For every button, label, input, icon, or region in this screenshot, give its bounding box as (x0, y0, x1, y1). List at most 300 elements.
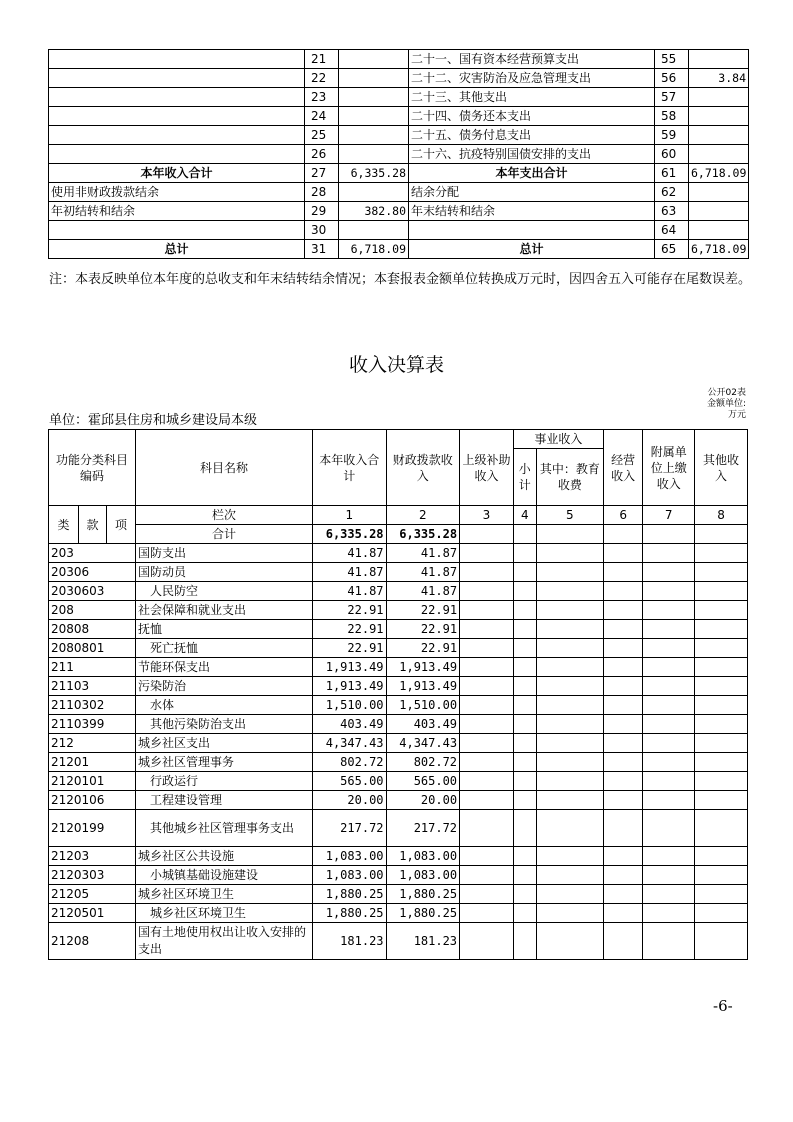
empty-cell (460, 904, 514, 923)
sum-total: 6,335.28 (313, 525, 387, 544)
fiscal-income: 4,347.43 (386, 734, 460, 753)
right-line-no: 63 (655, 202, 689, 221)
sum-label: 合计 (135, 525, 312, 544)
empty-cell (695, 715, 748, 734)
subject-code: 2110399 (49, 715, 136, 734)
empty-cell (513, 810, 536, 847)
left-line-no: 28 (305, 183, 339, 202)
fiscal-income: 802.72 (386, 753, 460, 772)
header-kuan: 款 (79, 506, 107, 544)
left-label (49, 221, 305, 240)
subject-code: 2030603 (49, 582, 136, 601)
empty-cell (695, 753, 748, 772)
subject-name: 城乡社区环境卫生 (135, 904, 312, 923)
total-income: 802.72 (313, 753, 387, 772)
header-row (49, 430, 748, 449)
header-fiscal: 财政拨款收入 (386, 430, 460, 506)
empty-cell (513, 525, 536, 544)
subject-code: 2110302 (49, 696, 136, 715)
empty-cell (643, 923, 695, 960)
subject-code: 20306 (49, 563, 136, 582)
page-title: 收入决算表 (348, 354, 444, 376)
empty-cell (603, 810, 642, 847)
total-income: 1,913.49 (313, 658, 387, 677)
empty-cell (460, 639, 514, 658)
empty-cell (460, 772, 514, 791)
empty-cell (513, 639, 536, 658)
subject-name: 国防动员 (135, 563, 312, 582)
right-label (409, 221, 655, 240)
page-number: -6- (713, 997, 733, 1015)
fiscal-income: 1,880.25 (386, 904, 460, 923)
fiscal-income: 22.91 (386, 639, 460, 658)
empty-cell (460, 885, 514, 904)
fiscal-income: 22.91 (386, 601, 460, 620)
empty-cell (603, 904, 642, 923)
subject-name: 城乡社区支出 (135, 734, 312, 753)
total-income: 1,510.00 (313, 696, 387, 715)
empty-cell (603, 847, 642, 866)
income-row (49, 658, 748, 677)
subject-name: 工程建设管理 (135, 791, 312, 810)
total-income: 1,083.00 (313, 866, 387, 885)
income-row (49, 734, 748, 753)
left-line-no: 21 (305, 50, 339, 69)
header-business-group: 事业收入 (513, 430, 603, 449)
col-num: 4 (513, 506, 536, 525)
empty-cell (460, 866, 514, 885)
income-row (49, 904, 748, 923)
col-num: 7 (643, 506, 695, 525)
empty-cell (536, 658, 603, 677)
total-income: 4,347.43 (313, 734, 387, 753)
header-lei: 类 (49, 506, 79, 544)
empty-cell (643, 677, 695, 696)
income-row (49, 810, 748, 847)
income-row (49, 544, 748, 563)
header-operating: 经营收入 (603, 430, 642, 506)
balance-row (49, 221, 749, 240)
col-label: 栏次 (135, 506, 312, 525)
empty-cell (695, 639, 748, 658)
right-line-no: 58 (655, 107, 689, 126)
empty-cell (513, 544, 536, 563)
empty-cell (643, 885, 695, 904)
form-number (707, 388, 746, 421)
subject-name: 死亡抚恤 (135, 639, 312, 658)
empty-cell (536, 677, 603, 696)
fiscal-income: 41.87 (386, 582, 460, 601)
empty-cell (536, 885, 603, 904)
subject-name: 社会保障和就业支出 (135, 601, 312, 620)
empty-cell (536, 810, 603, 847)
income-row (49, 696, 748, 715)
empty-cell (513, 923, 536, 960)
left-line-no: 29 (305, 202, 339, 221)
empty-cell (460, 696, 514, 715)
subject-code: 20808 (49, 620, 136, 639)
subject-code: 2120199 (49, 810, 136, 847)
right-amount: 6,718.09 (689, 164, 749, 183)
empty-cell (603, 866, 642, 885)
header-education: 其中：教育收费 (536, 449, 603, 506)
empty-cell (603, 544, 642, 563)
empty-cell (513, 620, 536, 639)
empty-cell (695, 734, 748, 753)
left-amount (339, 69, 409, 88)
left-label: 年初结转和结余 (49, 202, 305, 221)
empty-cell (460, 791, 514, 810)
empty-cell (536, 923, 603, 960)
empty-cell (536, 601, 603, 620)
empty-cell (643, 734, 695, 753)
right-amount (689, 202, 749, 221)
col-num: 6 (603, 506, 642, 525)
subject-code: 208 (49, 601, 136, 620)
empty-cell (603, 525, 642, 544)
right-line-no: 56 (655, 69, 689, 88)
right-label: 年末结转和结余 (409, 202, 655, 221)
empty-cell (603, 582, 642, 601)
subject-name: 小城镇基础设施建设 (135, 866, 312, 885)
right-label: 本年支出合计 (409, 164, 655, 183)
total-income: 41.87 (313, 582, 387, 601)
amount-unit: 万元 (727, 410, 746, 420)
left-amount (339, 183, 409, 202)
left-label (49, 107, 305, 126)
empty-cell (643, 866, 695, 885)
empty-cell (643, 525, 695, 544)
fiscal-income: 217.72 (386, 810, 460, 847)
empty-cell (536, 791, 603, 810)
empty-cell (695, 563, 748, 582)
subject-code: 2120106 (49, 791, 136, 810)
empty-cell (643, 847, 695, 866)
empty-cell (460, 677, 514, 696)
subject-code: 21203 (49, 847, 136, 866)
right-amount (689, 145, 749, 164)
empty-cell (695, 866, 748, 885)
left-amount (339, 107, 409, 126)
right-amount (689, 183, 749, 202)
empty-cell (643, 544, 695, 563)
empty-cell (536, 866, 603, 885)
left-label (49, 88, 305, 107)
subject-name: 城乡社区公共设施 (135, 847, 312, 866)
income-row (49, 563, 748, 582)
empty-cell (695, 601, 748, 620)
total-income: 22.91 (313, 639, 387, 658)
empty-cell (513, 904, 536, 923)
empty-cell (536, 772, 603, 791)
left-amount (339, 88, 409, 107)
left-line-no: 30 (305, 221, 339, 240)
left-amount (339, 126, 409, 145)
empty-cell (536, 715, 603, 734)
col-num: 1 (313, 506, 387, 525)
fiscal-income: 41.87 (386, 544, 460, 563)
empty-cell (513, 791, 536, 810)
income-row (49, 677, 748, 696)
balance-row (49, 183, 749, 202)
left-line-no: 31 (305, 240, 339, 259)
subject-name: 人民防空 (135, 582, 312, 601)
right-amount: 6,718.09 (689, 240, 749, 259)
subject-name: 国防支出 (135, 544, 312, 563)
right-label: 二十一、国有资本经营预算支出 (409, 50, 655, 69)
empty-cell (643, 904, 695, 923)
empty-cell (513, 866, 536, 885)
sum-fiscal: 6,335.28 (386, 525, 460, 544)
empty-cell (513, 847, 536, 866)
empty-cell (643, 791, 695, 810)
subject-name: 节能环保支出 (135, 658, 312, 677)
right-line-no: 59 (655, 126, 689, 145)
total-income: 1,880.25 (313, 885, 387, 904)
right-amount: 3.84 (689, 69, 749, 88)
empty-cell (603, 639, 642, 658)
empty-cell (460, 620, 514, 639)
left-label (49, 69, 305, 88)
empty-cell (695, 620, 748, 639)
left-amount (339, 50, 409, 69)
empty-cell (460, 582, 514, 601)
left-amount (339, 145, 409, 164)
header-other: 其他收入 (695, 430, 748, 506)
subject-name: 污染防治 (135, 677, 312, 696)
col-num: 5 (536, 506, 603, 525)
fiscal-income: 1,083.00 (386, 866, 460, 885)
empty-cell (536, 563, 603, 582)
right-line-no: 60 (655, 145, 689, 164)
subject-code: 2120303 (49, 866, 136, 885)
balance-row (49, 50, 749, 69)
empty-cell (513, 677, 536, 696)
empty-cell (536, 904, 603, 923)
total-income: 20.00 (313, 791, 387, 810)
empty-cell (536, 753, 603, 772)
subject-code: 211 (49, 658, 136, 677)
empty-cell (643, 772, 695, 791)
income-table (48, 429, 748, 960)
empty-cell (643, 753, 695, 772)
empty-cell (460, 753, 514, 772)
income-row (49, 866, 748, 885)
empty-cell (603, 715, 642, 734)
sum-row (49, 525, 748, 544)
empty-cell (695, 791, 748, 810)
right-label: 二十四、债务还本支出 (409, 107, 655, 126)
empty-cell (695, 810, 748, 847)
subject-code: 212 (49, 734, 136, 753)
right-label: 二十二、灾害防治及应急管理支出 (409, 69, 655, 88)
empty-cell (603, 772, 642, 791)
empty-cell (603, 885, 642, 904)
right-label: 结余分配 (409, 183, 655, 202)
left-label: 总计 (49, 240, 305, 259)
right-amount (689, 107, 749, 126)
empty-cell (513, 885, 536, 904)
fiscal-income: 1,913.49 (386, 677, 460, 696)
empty-cell (695, 847, 748, 866)
subject-code: 21201 (49, 753, 136, 772)
col-num: 8 (695, 506, 748, 525)
balance-row (49, 126, 749, 145)
empty-cell (695, 885, 748, 904)
subject-name: 其他城乡社区管理事务支出 (135, 810, 312, 847)
subject-code: 2080801 (49, 639, 136, 658)
left-amount (339, 221, 409, 240)
empty-cell (460, 563, 514, 582)
fiscal-income: 565.00 (386, 772, 460, 791)
left-line-no: 27 (305, 164, 339, 183)
empty-cell (643, 696, 695, 715)
empty-cell (603, 620, 642, 639)
subject-name: 城乡社区环境卫生 (135, 885, 312, 904)
header-code: 功能分类科目编码 (49, 430, 136, 506)
balance-row (49, 107, 749, 126)
left-line-no: 26 (305, 145, 339, 164)
empty-cell (643, 601, 695, 620)
empty-cell (536, 847, 603, 866)
balance-table (48, 49, 749, 259)
fiscal-income: 181.23 (386, 923, 460, 960)
empty-cell (460, 715, 514, 734)
right-amount (689, 88, 749, 107)
empty-cell (536, 639, 603, 658)
empty-cell (513, 582, 536, 601)
fiscal-income: 403.49 (386, 715, 460, 734)
empty-cell (643, 620, 695, 639)
subject-code: 2120501 (49, 904, 136, 923)
form-no-label: 公开02表 (707, 388, 746, 398)
empty-cell (603, 601, 642, 620)
right-line-no: 65 (655, 240, 689, 259)
subject-name: 水体 (135, 696, 312, 715)
empty-cell (460, 734, 514, 753)
right-line-no: 57 (655, 88, 689, 107)
empty-cell (513, 753, 536, 772)
subject-name: 行政运行 (135, 772, 312, 791)
income-row (49, 923, 748, 960)
empty-cell (603, 563, 642, 582)
empty-cell (695, 696, 748, 715)
balance-row (49, 69, 749, 88)
total-income: 41.87 (313, 544, 387, 563)
empty-cell (695, 582, 748, 601)
left-line-no: 22 (305, 69, 339, 88)
empty-cell (695, 904, 748, 923)
total-income: 403.49 (313, 715, 387, 734)
empty-cell (695, 525, 748, 544)
empty-cell (513, 696, 536, 715)
empty-cell (603, 791, 642, 810)
left-line-no: 23 (305, 88, 339, 107)
left-line-no: 25 (305, 126, 339, 145)
total-income: 22.91 (313, 620, 387, 639)
total-income: 181.23 (313, 923, 387, 960)
fiscal-income: 22.91 (386, 620, 460, 639)
subject-code: 21208 (49, 923, 136, 960)
empty-cell (460, 810, 514, 847)
income-row (49, 620, 748, 639)
income-row (49, 715, 748, 734)
empty-cell (603, 658, 642, 677)
empty-cell (643, 582, 695, 601)
subject-code: 203 (49, 544, 136, 563)
fiscal-income: 1,880.25 (386, 885, 460, 904)
empty-cell (695, 658, 748, 677)
income-row (49, 772, 748, 791)
left-label: 使用非财政拨款结余 (49, 183, 305, 202)
empty-cell (603, 753, 642, 772)
empty-cell (460, 544, 514, 563)
empty-cell (536, 696, 603, 715)
right-label: 总计 (409, 240, 655, 259)
header-name: 科目名称 (135, 430, 312, 506)
empty-cell (603, 677, 642, 696)
subject-code: 21103 (49, 677, 136, 696)
empty-cell (603, 696, 642, 715)
right-line-no: 61 (655, 164, 689, 183)
empty-cell (603, 923, 642, 960)
empty-cell (536, 734, 603, 753)
right-line-no: 64 (655, 221, 689, 240)
right-line-no: 62 (655, 183, 689, 202)
income-row (49, 847, 748, 866)
left-amount: 6,335.28 (339, 164, 409, 183)
total-income: 1,083.00 (313, 847, 387, 866)
total-income: 565.00 (313, 772, 387, 791)
income-row (49, 791, 748, 810)
subject-name: 国有土地使用权出让收入安排的支出 (135, 923, 312, 960)
header-total: 本年收入合计 (313, 430, 387, 506)
right-label: 二十三、其他支出 (409, 88, 655, 107)
amount-unit-label: 金额单位: (706, 399, 746, 409)
empty-cell (536, 582, 603, 601)
right-amount (689, 50, 749, 69)
left-line-no: 24 (305, 107, 339, 126)
empty-cell (536, 544, 603, 563)
total-income: 217.72 (313, 810, 387, 847)
left-amount: 6,718.09 (339, 240, 409, 259)
empty-cell (513, 772, 536, 791)
empty-cell (460, 525, 514, 544)
right-label: 二十六、抗疫特别国债安排的支出 (409, 145, 655, 164)
empty-cell (695, 923, 748, 960)
empty-cell (695, 544, 748, 563)
fiscal-income: 1,510.00 (386, 696, 460, 715)
income-row (49, 753, 748, 772)
header-subtotal: 小计 (513, 449, 536, 506)
balance-row (49, 202, 749, 221)
total-income: 1,880.25 (313, 904, 387, 923)
fiscal-income: 1,083.00 (386, 847, 460, 866)
empty-cell (643, 639, 695, 658)
empty-cell (643, 563, 695, 582)
balance-row (49, 145, 749, 164)
empty-cell (643, 810, 695, 847)
total-income: 41.87 (313, 563, 387, 582)
subject-code: 21205 (49, 885, 136, 904)
empty-cell (643, 715, 695, 734)
table-note: 注：本表反映单位本年度的总收支和年末结转结余情况；本套报表金额单位转换成万元时，因四舍五入可能存在尾数误差。 (49, 272, 752, 287)
empty-cell (603, 734, 642, 753)
empty-cell (536, 525, 603, 544)
income-row (49, 582, 748, 601)
fiscal-income: 20.00 (386, 791, 460, 810)
right-amount (689, 221, 749, 240)
